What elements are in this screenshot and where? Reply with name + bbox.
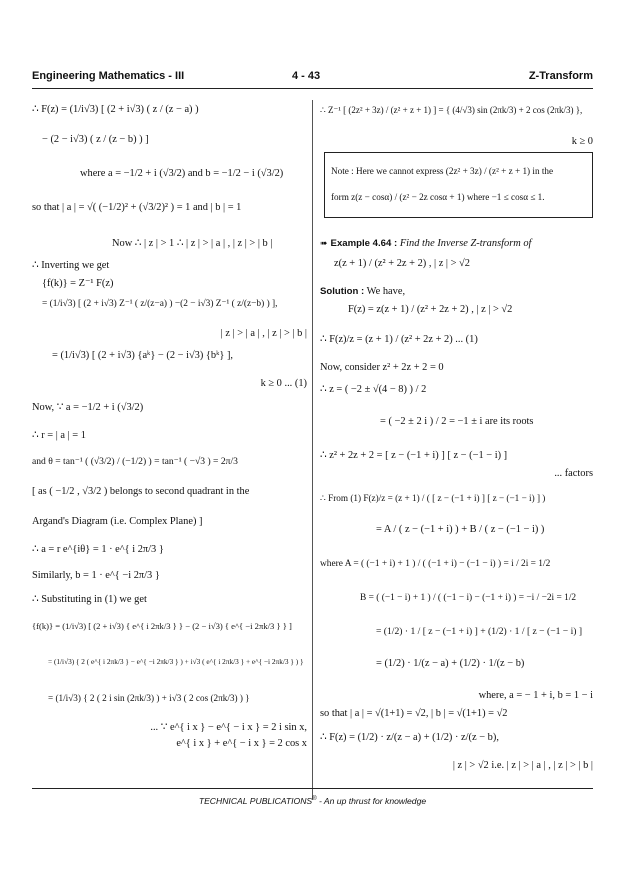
equation-line: ∴ F(z) = (1/2) · z/(z − a) + (1/2) · z/(z − b), [320, 732, 499, 743]
equation-line: k ≥ 0 [571, 136, 593, 147]
solution-intro: We have, [366, 286, 406, 297]
text-line: ∴ Substituting in (1) we get [32, 594, 147, 605]
equation-line: Now ∴ | z | > 1 ∴ | z | > | a | , | z | > | b | [112, 238, 273, 249]
text-line: ∴ Inverting we get [32, 260, 110, 271]
equation-line: {f(k)} = (1/i√3) [ (2 + i√3) { e^{ i 2πk/3 } } − (2 − i√3) { e^{ −i 2πk/3 } } ] [32, 621, 292, 631]
footer-brand: TECHNICAL PUBLICATIONS [198, 796, 313, 806]
equation-line: {f(k)} = Z⁻¹ F(z) [42, 278, 114, 289]
equation-line: so that | a | = √( (−1/2)² + (√3/2)² ) = 1 and | b | = 1 [32, 202, 242, 213]
equation-line: | z | > √2 i.e. | z | > | a | , | z | > | b | [452, 760, 593, 771]
equation-line: | z | > | a | , | z | > | b | [220, 328, 307, 339]
footer [32, 796, 593, 806]
equation-line: = (1/i√3) [ (2 + i√3) Z⁻¹ ( z/(z−a) ) −(2 − i√3) Z⁻¹ ( z/(z−b) ) ], [42, 299, 278, 309]
footer-rule [32, 788, 593, 789]
equation-line: where, a = − 1 + i, b = 1 − i [478, 690, 593, 701]
equation-line: B = ( (−1 − i) + 1 ) / ( (−1 − i) − (−1 + i) ) = −i / −2i = 1/2 [360, 593, 577, 603]
equation-line: ∴ From (1) F(z)/z = (z + 1) / ( [ z − (−1 + i) ] [ z − (−1 − i) ] ) [320, 493, 546, 503]
equation-line: = (1/2) · 1/(z − a) + (1/2) · 1/(z − b) [376, 658, 525, 669]
example-expression: z(z + 1) / (z² + 2z + 2) , | z | > √2 [334, 258, 470, 269]
equation-line: Similarly, b = 1 · e^{ −i 2π/3 } [32, 570, 160, 581]
header-chapter-title: Z-Transform [528, 70, 593, 82]
example-number: Example 4.64 : [330, 238, 398, 249]
equation-line: ∴ F(z) = (1/i√3) [ (2 + i√3) ( z / (z − a) ) [32, 104, 199, 115]
header-book-title: Engineering Mathematics - III [32, 70, 185, 82]
running-header [32, 70, 593, 86]
equation-line: − (2 − i√3) ( z / (z − b) ) ] [42, 134, 149, 145]
equation-line: = (1/i√3) { 2 ( 2 i sin (2πk/3) ) + i√3 ( 2 cos (2πk/3) ) } [48, 693, 250, 703]
equation-number: k ≥ 0 ... (1) [260, 378, 307, 389]
registered-mark: ® [312, 796, 317, 803]
note-text: Note : Here we cannot express (2z² + 3z) / (z² + z + 1) in the [331, 166, 554, 176]
equation-line: = (1/2) · 1 / [ z − (−1 + i) ] + (1/2) · 1 / [ z − (−1 − i) ] [376, 626, 583, 637]
solution-label: Solution : [320, 286, 365, 297]
header-page-number: 4 - 43 [292, 70, 321, 82]
equation-line: ∴ F(z)/z = (z + 1) / (z² + 2z + 2) ... (1) [320, 334, 478, 345]
identity-note: ... ∵ e^{ i x } − e^{ − i x } = 2 i sin x, [150, 722, 307, 733]
equation-line: ∴ Z⁻¹ [ (2z² + 3z) / (z² + z + 1) ] = { (4/√3) sin (2πk/3) + 2 cos (2πk/3) }, [320, 105, 583, 115]
equation-line: so that | a | = √(1+1) = √2, | b | = √(1+1) = √2 [320, 708, 508, 719]
equation-note: ... factors [554, 468, 593, 479]
equation-line: ∴ z² + 2z + 2 = [ z − (−1 + i) ] [ z − (−1 − i) ] [320, 450, 508, 461]
note-box [324, 152, 593, 218]
equation-line: ∴ z = ( −2 ± √(4 − 8) ) / 2 [320, 384, 427, 395]
identity-note: e^{ i x } + e^{ − i x } = 2 cos x [176, 738, 307, 749]
equation-line: where a = −1/2 + i (√3/2) and b = −1/2 − i (√3/2) [80, 168, 284, 179]
equation-line: = ( −2 ± 2 i ) / 2 = −1 ± i are its roots [380, 416, 534, 427]
column-divider [312, 100, 313, 800]
example-prompt: Find the Inverse Z-transform of [399, 238, 532, 249]
header-rule [32, 88, 593, 89]
equation-line: ∴ r = | a | = 1 [32, 430, 86, 441]
text-line: [ as ( −1/2 , √3/2 ) belongs to second quadrant in the [32, 486, 250, 497]
footer-tagline: - An up thrust for knowledge [316, 796, 427, 806]
equation-line: = A / ( z − (−1 + i) ) + B / ( z − (−1 − i) ) [376, 524, 545, 535]
note-text: form z(z − cosα) / (z² − 2z cosα + 1) where −1 ≤ cosα ≤ 1. [331, 192, 545, 202]
equation-line: ∴ a = r e^{iθ} = 1 · e^{ i 2π/3 } [32, 544, 164, 555]
example-heading [320, 238, 531, 250]
equation-line: = (1/i√3) [ (2 + i√3) {aᵏ} − (2 − i√3) {bᵏ} ], [52, 350, 234, 361]
equation-line: and θ = tan⁻¹ ( (√3/2) / (−1/2) ) = tan⁻¹ ( −√3 ) = 2π/3 [32, 456, 238, 467]
arrow-icon: ➠ [320, 239, 328, 249]
equation-line: = (1/i√3) { 2 ( e^{ i 2πk/3 } − e^{ −i 2πk/3 } ) + i√3 ( e^{ i 2πk/3 } + e^{ −i 2πk/3 } ) } [48, 657, 304, 666]
equation-line: where A = ( (−1 + i) + 1 ) / ( (−1 + i) − (−1 − i) ) = i / 2i = 1/2 [320, 559, 551, 569]
solution-heading [320, 286, 405, 298]
text-line: Now, consider z² + 2z + 2 = 0 [320, 362, 444, 373]
equation-line: F(z) = z(z + 1) / (z² + 2z + 2) , | z | > √2 [348, 304, 513, 315]
equation-line: Now, ∵ a = −1/2 + i (√3/2) [32, 402, 144, 413]
text-line: Argand's Diagram (i.e. Complex Plane) ] [32, 516, 203, 527]
